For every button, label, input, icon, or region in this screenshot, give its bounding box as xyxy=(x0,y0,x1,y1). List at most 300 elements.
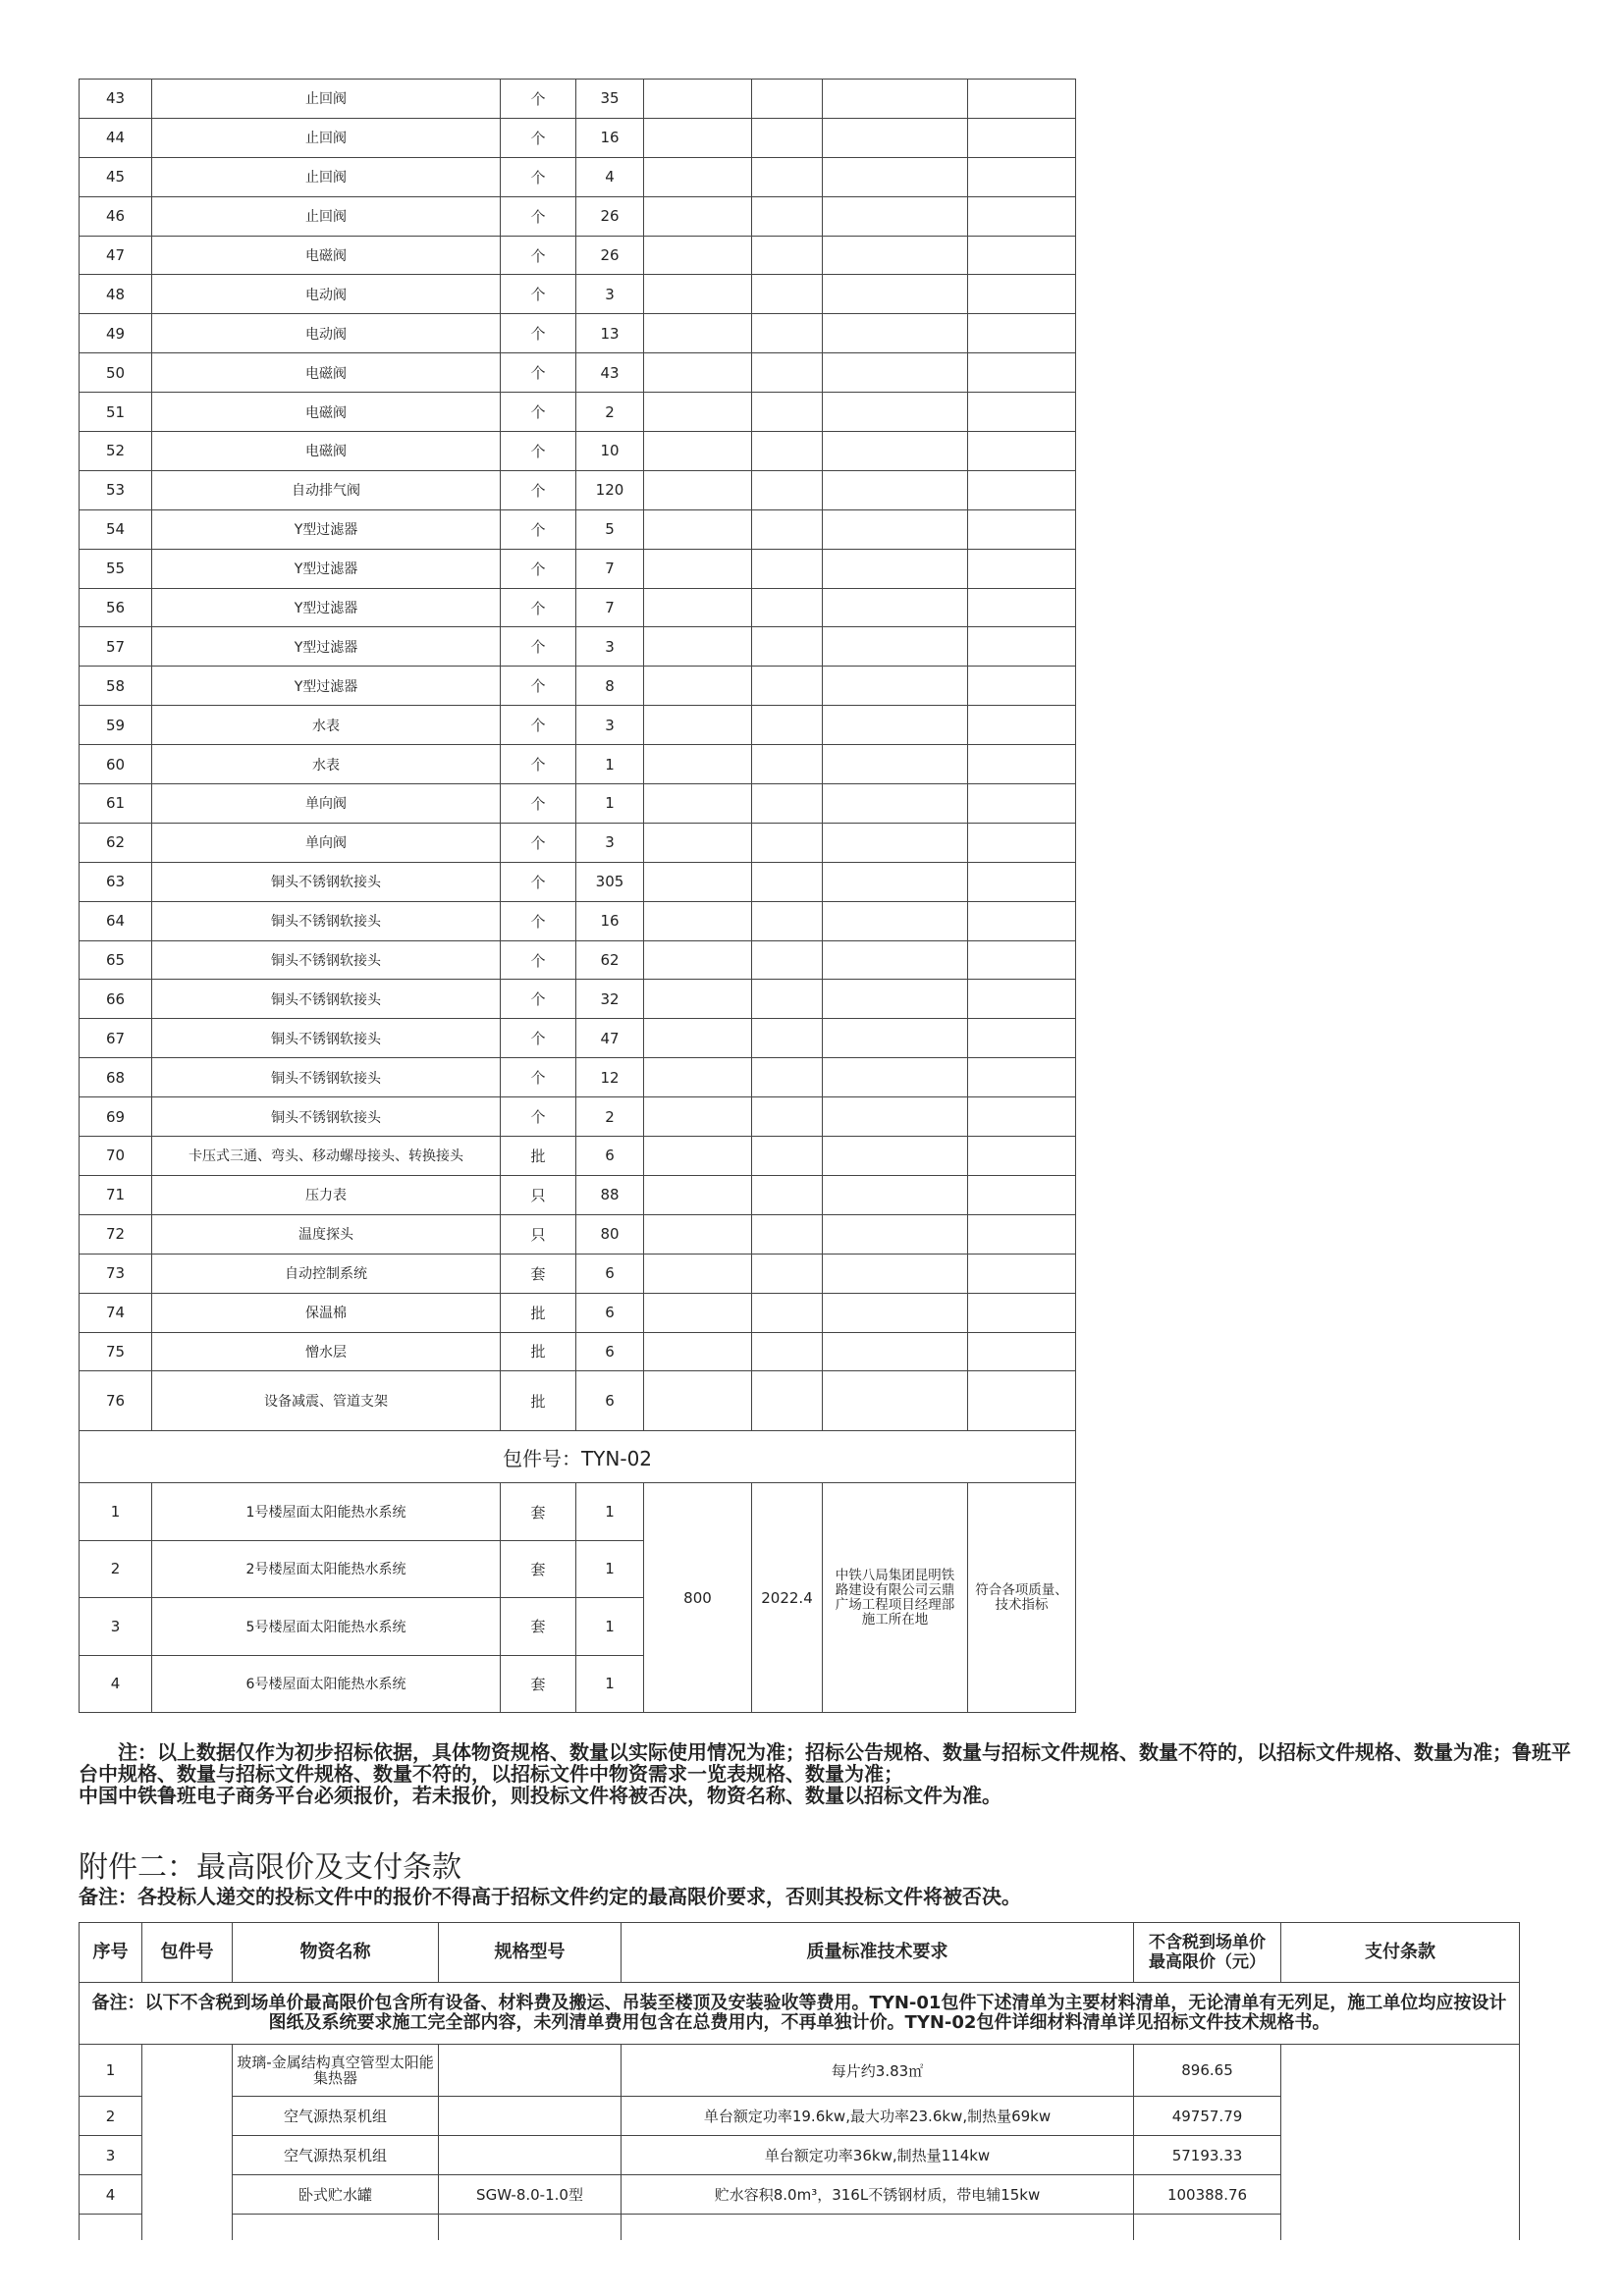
empty-cell xyxy=(752,1097,823,1137)
item-quantity: 120 xyxy=(576,470,644,509)
item-unit: 个 xyxy=(501,549,576,588)
empty-cell xyxy=(823,1293,968,1332)
row-number: 53 xyxy=(80,470,152,509)
empty-cell xyxy=(968,509,1076,549)
package-label: 包件号：TYN-02 xyxy=(80,1431,1076,1483)
row-number: 47 xyxy=(80,236,152,275)
table-row xyxy=(80,706,1076,745)
item-unit: 个 xyxy=(501,393,576,432)
empty-cell xyxy=(644,196,752,236)
empty-cell xyxy=(752,823,823,862)
empty-cell xyxy=(968,1058,1076,1097)
item-name: Y型过滤器 xyxy=(152,588,501,627)
empty-cell xyxy=(644,1293,752,1332)
empty-cell xyxy=(752,784,823,824)
remark-row xyxy=(80,1983,1520,2045)
item-unit: 个 xyxy=(501,314,576,353)
table-row xyxy=(80,509,1076,549)
empty-cell xyxy=(752,509,823,549)
item-unit: 个 xyxy=(501,862,576,901)
row-number: 4 xyxy=(80,1655,152,1712)
package-header-row xyxy=(80,1431,1076,1483)
item-quantity: 26 xyxy=(576,236,644,275)
item-name: 电磁阀 xyxy=(152,236,501,275)
empty-cell xyxy=(823,432,968,471)
empty-cell xyxy=(644,1254,752,1293)
table-row xyxy=(80,1293,1076,1332)
empty-cell xyxy=(752,157,823,196)
empty-cell xyxy=(968,940,1076,980)
item-name: 单向阀 xyxy=(152,784,501,824)
item-name: Y型过滤器 xyxy=(152,667,501,706)
item-quantity: 1 xyxy=(576,1540,644,1597)
empty-cell xyxy=(752,745,823,784)
item-unit: 个 xyxy=(501,509,576,549)
empty-cell xyxy=(968,275,1076,314)
table-row xyxy=(80,588,1076,627)
item-quantity: 32 xyxy=(576,980,644,1019)
empty-cell xyxy=(752,627,823,667)
row-number: 71 xyxy=(80,1175,152,1214)
row-number: 75 xyxy=(80,1332,152,1371)
empty-cell xyxy=(823,1214,968,1254)
empty-cell xyxy=(823,940,968,980)
empty-cell xyxy=(823,353,968,393)
empty-cell xyxy=(823,1371,968,1431)
row-number: 57 xyxy=(80,627,152,667)
row-number: 51 xyxy=(80,393,152,432)
table-row xyxy=(80,80,1076,119)
delivery-location: 中铁八局集团昆明铁路建设有限公司云鼎广场工程项目经理部施工所在地 xyxy=(823,1483,968,1713)
empty-cell xyxy=(823,706,968,745)
item-quantity: 3 xyxy=(576,706,644,745)
empty-cell xyxy=(823,1254,968,1293)
table-row xyxy=(80,784,1076,824)
empty-cell xyxy=(968,1019,1076,1058)
item-name: Y型过滤器 xyxy=(152,549,501,588)
item-name: 铜头不锈钢软接头 xyxy=(152,980,501,1019)
empty-cell xyxy=(823,509,968,549)
table-row xyxy=(80,980,1076,1019)
item-name: 憎水层 xyxy=(152,1332,501,1371)
empty-cell xyxy=(752,706,823,745)
item-quantity: 10 xyxy=(576,432,644,471)
table-row xyxy=(80,1097,1076,1137)
empty-cell xyxy=(752,196,823,236)
empty-cell xyxy=(823,549,968,588)
item-unit: 批 xyxy=(501,1137,576,1176)
item-quantity: 2 xyxy=(576,1097,644,1137)
empty-cell xyxy=(644,509,752,549)
empty-cell xyxy=(968,470,1076,509)
item-name: 2号楼屋面太阳能热水系统 xyxy=(152,1540,501,1597)
table-row xyxy=(80,901,1076,940)
empty-cell xyxy=(752,275,823,314)
item-name: 止回阀 xyxy=(152,157,501,196)
empty-cell xyxy=(752,1019,823,1058)
empty-cell xyxy=(752,1058,823,1097)
item-quality: 单台额定功率19.6kw,最大功率23.6kw,制热量69kw xyxy=(622,2097,1134,2136)
empty-cell xyxy=(752,980,823,1019)
empty-cell xyxy=(644,393,752,432)
empty-cell xyxy=(752,549,823,588)
item-name: 铜头不锈钢软接头 xyxy=(152,862,501,901)
empty-cell xyxy=(968,118,1076,157)
item-quantity: 35 xyxy=(576,80,644,119)
item-unit: 个 xyxy=(501,470,576,509)
table-row xyxy=(80,862,1076,901)
empty-cell xyxy=(644,353,752,393)
empty-cell xyxy=(644,1175,752,1214)
header-no: 序号 xyxy=(80,1923,142,1983)
table-row xyxy=(80,1483,1076,1540)
empty-cell xyxy=(968,706,1076,745)
empty-cell xyxy=(968,157,1076,196)
item-spec xyxy=(439,2045,622,2097)
item-name: 1号楼屋面太阳能热水系统 xyxy=(152,1483,501,1540)
empty-cell xyxy=(823,1137,968,1176)
empty-cell xyxy=(968,1293,1076,1332)
empty-cell xyxy=(644,940,752,980)
item-quantity: 6 xyxy=(576,1371,644,1431)
item-price: 49757.79 xyxy=(1134,2097,1281,2136)
empty-cell xyxy=(644,1097,752,1137)
empty-cell xyxy=(644,236,752,275)
item-quantity: 6 xyxy=(576,1137,644,1176)
empty-cell xyxy=(644,862,752,901)
empty-cell xyxy=(644,118,752,157)
item-unit: 套 xyxy=(501,1254,576,1293)
note-line-2: 中国中铁鲁班电子商务平台必须报价，若未报价，则投标文件将被否决，物资名称、数量以招标文件为准。 xyxy=(79,1784,1001,1807)
empty-cell xyxy=(968,549,1076,588)
empty-cell xyxy=(823,901,968,940)
item-unit: 个 xyxy=(501,706,576,745)
item-quantity: 13 xyxy=(576,314,644,353)
shared-value: 800 xyxy=(644,1483,752,1713)
empty-cell xyxy=(968,393,1076,432)
empty-cell xyxy=(752,393,823,432)
empty-cell xyxy=(823,1058,968,1097)
table-row xyxy=(80,1058,1076,1097)
item-quantity: 16 xyxy=(576,901,644,940)
item-quantity: 88 xyxy=(576,1175,644,1214)
empty-cell xyxy=(968,862,1076,901)
item-name: 铜头不锈钢软接头 xyxy=(152,901,501,940)
row-number: 2 xyxy=(80,1540,152,1597)
row-number: 67 xyxy=(80,1019,152,1058)
empty-cell xyxy=(968,1214,1076,1254)
payment-cell xyxy=(1281,2045,1520,2241)
table-row xyxy=(80,1371,1076,1431)
table-row xyxy=(80,627,1076,667)
item-quantity: 3 xyxy=(576,823,644,862)
item-name: 止回阀 xyxy=(152,118,501,157)
empty-cell xyxy=(968,784,1076,824)
item-unit: 个 xyxy=(501,588,576,627)
item-name: 卧式贮水罐 xyxy=(233,2175,439,2215)
empty-cell xyxy=(752,353,823,393)
table-row xyxy=(80,745,1076,784)
materials-table-body xyxy=(80,80,1076,1713)
empty-cell xyxy=(968,1332,1076,1371)
empty-cell xyxy=(823,784,968,824)
note-block xyxy=(79,1741,1571,1806)
row-number: 64 xyxy=(80,901,152,940)
note-line-1: 注：以上数据仅作为初步招标依据，具体物资规格、数量以实际使用情况为准；招标公告规格、数量与招标文件规格、数量不符的，以招标文件规格、数量为准；鲁班平台中规格、数量与招标文件规格、数量不符的，以招标文件中物资需求一览表规格、数量为准； xyxy=(79,1740,1571,1786)
table-row xyxy=(80,2045,1520,2097)
empty-cell xyxy=(644,1019,752,1058)
item-name: 铜头不锈钢软接头 xyxy=(152,1019,501,1058)
row-number: 74 xyxy=(80,1293,152,1332)
item-quality: 贮水容积8.0m³，316L不锈钢材质，带电辅15kw xyxy=(622,2175,1134,2215)
row-number: 45 xyxy=(80,157,152,196)
empty-cell xyxy=(968,353,1076,393)
empty-cell xyxy=(968,196,1076,236)
item-quantity: 4 xyxy=(576,157,644,196)
empty-cell xyxy=(823,588,968,627)
item-unit: 个 xyxy=(501,275,576,314)
empty-cell xyxy=(644,706,752,745)
row-number: 46 xyxy=(80,196,152,236)
empty-cell xyxy=(968,1254,1076,1293)
table-remark: 备注：以下不含税到场单价最高限价包含所有设备、材料费及搬运、吊装至楼顶及安装验收等费用。TYN-01包件下述清单为主要材料清单，无论清单有无列足，施工单位均应按设计图纸及系统要求施工完全部内容，未列清单费用包含在总费用内，不再单独计价。TYN-02包件详细材料清单详见招标文件技术规格书。 xyxy=(80,1983,1520,2045)
row-number: 72 xyxy=(80,1214,152,1254)
item-name: 设备减震、管道支架 xyxy=(152,1371,501,1431)
empty-cell xyxy=(644,823,752,862)
empty-cell xyxy=(644,1371,752,1431)
empty-cell xyxy=(752,940,823,980)
section-remark: 备注：各投标人递交的投标文件中的报价不得高于招标文件约定的最高限价要求，否则其投标文件将被否决。 xyxy=(79,1885,1021,1908)
table-row xyxy=(80,1175,1076,1214)
item-unit: 个 xyxy=(501,784,576,824)
item-unit: 批 xyxy=(501,1371,576,1431)
empty-cell xyxy=(752,1254,823,1293)
item-unit: 套 xyxy=(501,1540,576,1597)
row-number: 60 xyxy=(80,745,152,784)
empty-cell xyxy=(823,236,968,275)
item-quantity: 2 xyxy=(576,393,644,432)
empty-cell xyxy=(752,667,823,706)
empty-cell xyxy=(644,314,752,353)
empty-cell xyxy=(752,1175,823,1214)
item-spec: SGW-8.0-1.0型 xyxy=(439,2175,622,2215)
item-quantity: 12 xyxy=(576,1058,644,1097)
item-unit: 批 xyxy=(501,1332,576,1371)
empty-cell xyxy=(752,1137,823,1176)
row-number: 65 xyxy=(80,940,152,980)
empty-cell xyxy=(644,1332,752,1371)
item-unit: 个 xyxy=(501,745,576,784)
row-number: 49 xyxy=(80,314,152,353)
item-unit: 套 xyxy=(501,1598,576,1655)
row-number: 63 xyxy=(80,862,152,901)
item-unit: 套 xyxy=(501,1655,576,1712)
item-unit: 套 xyxy=(501,1483,576,1540)
item-quantity: 1 xyxy=(576,784,644,824)
table-row xyxy=(80,118,1076,157)
table-row xyxy=(80,393,1076,432)
item-name: 水表 xyxy=(152,745,501,784)
row-number: 4 xyxy=(80,2175,142,2215)
item-name: 5号楼屋面太阳能热水系统 xyxy=(152,1598,501,1655)
empty-cell xyxy=(823,627,968,667)
empty-cell xyxy=(752,80,823,119)
table-row xyxy=(80,432,1076,471)
item-unit: 个 xyxy=(501,80,576,119)
item-name: 卡压式三通、弯头、移动螺母接头、转换接头 xyxy=(152,1137,501,1176)
item-name: 铜头不锈钢软接头 xyxy=(152,940,501,980)
table-row xyxy=(80,353,1076,393)
empty-cell xyxy=(823,157,968,196)
empty-cell xyxy=(968,1097,1076,1137)
empty-cell xyxy=(968,627,1076,667)
item-name: 止回阀 xyxy=(152,80,501,119)
item-quantity: 80 xyxy=(576,1214,644,1254)
empty-cell xyxy=(823,393,968,432)
item-quantity: 305 xyxy=(576,862,644,901)
row-number: 70 xyxy=(80,1137,152,1176)
empty-cell xyxy=(968,588,1076,627)
empty-cell xyxy=(644,80,752,119)
header-name: 物资名称 xyxy=(233,1923,439,1983)
item-spec xyxy=(439,2136,622,2175)
item-unit: 个 xyxy=(501,157,576,196)
item-unit: 批 xyxy=(501,1293,576,1332)
empty-cell xyxy=(752,588,823,627)
table-row xyxy=(80,157,1076,196)
row-number: 59 xyxy=(80,706,152,745)
empty-cell xyxy=(968,1137,1076,1176)
row-number: 43 xyxy=(80,80,152,119)
empty-cell xyxy=(752,862,823,901)
empty-cell xyxy=(644,157,752,196)
empty-cell xyxy=(644,1058,752,1097)
item-name: 电磁阀 xyxy=(152,393,501,432)
empty-cell xyxy=(823,862,968,901)
item-quantity: 7 xyxy=(576,549,644,588)
row-number: 1 xyxy=(80,1483,152,1540)
table-row xyxy=(80,470,1076,509)
item-unit: 个 xyxy=(501,901,576,940)
empty-cell xyxy=(644,627,752,667)
row-number: 66 xyxy=(80,980,152,1019)
item-quantity: 8 xyxy=(576,667,644,706)
header-quality: 质量标准技术要求 xyxy=(622,1923,1134,1983)
empty-cell xyxy=(823,1097,968,1137)
item-name: 电磁阀 xyxy=(152,353,501,393)
row-number: 52 xyxy=(80,432,152,471)
table-row xyxy=(80,1332,1076,1371)
row-number: 62 xyxy=(80,823,152,862)
row-number: 50 xyxy=(80,353,152,393)
item-name: 空气源热泵机组 xyxy=(233,2136,439,2175)
empty-cell xyxy=(752,118,823,157)
table-row xyxy=(80,823,1076,862)
item-name: 玻璃-金属结构真空管型太阳能集热器 xyxy=(233,2045,439,2097)
empty-cell xyxy=(823,118,968,157)
empty-cell xyxy=(823,745,968,784)
table-row xyxy=(80,940,1076,980)
item-unit: 个 xyxy=(501,1019,576,1058)
empty-cell xyxy=(644,470,752,509)
empty-cell xyxy=(968,823,1076,862)
empty-cell xyxy=(823,470,968,509)
item-quantity: 7 xyxy=(576,588,644,627)
header-package: 包件号 xyxy=(142,1923,233,1983)
item-price: 896.65 xyxy=(1134,2045,1281,2097)
item-name: Y型过滤器 xyxy=(152,627,501,667)
item-quantity: 1 xyxy=(576,745,644,784)
empty-cell xyxy=(968,980,1076,1019)
item-name: 空气源热泵机组 xyxy=(233,2097,439,2136)
header-payment: 支付条款 xyxy=(1281,1923,1520,1983)
empty-cell xyxy=(644,275,752,314)
table-row xyxy=(80,275,1076,314)
item-quantity: 1 xyxy=(576,1598,644,1655)
package-cell xyxy=(142,2045,233,2241)
item-quantity: 5 xyxy=(576,509,644,549)
item-name: 单向阀 xyxy=(152,823,501,862)
row-number: 56 xyxy=(80,588,152,627)
quality-requirement: 符合各项质量、技术指标 xyxy=(968,1483,1076,1713)
item-quality xyxy=(622,2215,1134,2241)
section-title: 附件二：最高限价及支付条款 xyxy=(79,1850,461,1885)
row-number: 3 xyxy=(80,1598,152,1655)
empty-cell xyxy=(752,432,823,471)
item-name: 压力表 xyxy=(152,1175,501,1214)
item-unit: 个 xyxy=(501,940,576,980)
item-spec xyxy=(439,2215,622,2241)
table-row xyxy=(80,549,1076,588)
item-unit: 个 xyxy=(501,1097,576,1137)
empty-cell xyxy=(644,784,752,824)
table-row xyxy=(80,1214,1076,1254)
item-quantity: 1 xyxy=(576,1483,644,1540)
empty-cell xyxy=(644,901,752,940)
row-number: 69 xyxy=(80,1097,152,1137)
item-quantity: 47 xyxy=(576,1019,644,1058)
empty-cell xyxy=(968,314,1076,353)
empty-cell xyxy=(968,667,1076,706)
table-row xyxy=(80,1254,1076,1293)
table-row xyxy=(80,1137,1076,1176)
empty-cell xyxy=(968,745,1076,784)
item-unit: 个 xyxy=(501,627,576,667)
item-unit: 个 xyxy=(501,353,576,393)
empty-cell xyxy=(752,1214,823,1254)
shared-date: 2022.4 xyxy=(752,1483,823,1713)
empty-cell xyxy=(644,980,752,1019)
empty-cell xyxy=(752,901,823,940)
item-unit: 个 xyxy=(501,1058,576,1097)
item-name: 自动控制系统 xyxy=(152,1254,501,1293)
materials-table xyxy=(79,79,1076,1713)
item-quantity: 16 xyxy=(576,118,644,157)
empty-cell xyxy=(752,1293,823,1332)
item-quantity: 6 xyxy=(576,1293,644,1332)
empty-cell xyxy=(644,745,752,784)
empty-cell xyxy=(644,588,752,627)
item-unit: 个 xyxy=(501,823,576,862)
empty-cell xyxy=(644,667,752,706)
table-row xyxy=(80,667,1076,706)
item-unit: 个 xyxy=(501,980,576,1019)
empty-cell xyxy=(644,1214,752,1254)
row-number: 3 xyxy=(80,2136,142,2175)
item-quantity: 62 xyxy=(576,940,644,980)
row-number: 55 xyxy=(80,549,152,588)
item-unit: 个 xyxy=(501,236,576,275)
